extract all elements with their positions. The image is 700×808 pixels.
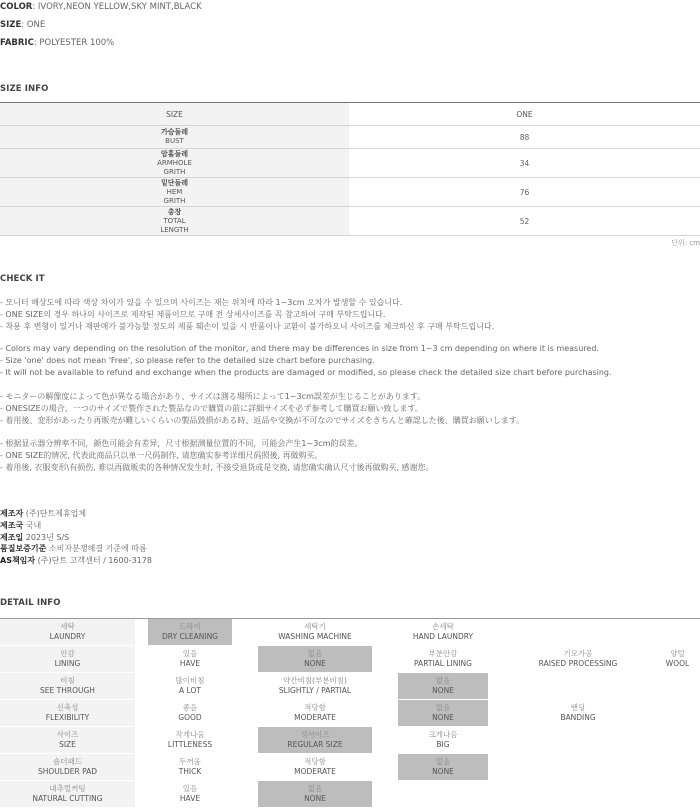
detail-row-label: 비침 SEE THROUGH	[0, 673, 135, 699]
size-row-value: 52	[519, 216, 530, 226]
size-label: SIZE	[0, 20, 22, 30]
size-row-value: 88	[519, 132, 530, 142]
notice-line: - ONESIZEの場合、一つのサイズで製作された製品なので購買の前に詳細サイズを必ず参考して購買お願い致します。	[0, 404, 423, 413]
detail-option: 손세탁 HAND LAUNDRY	[412, 622, 474, 641]
notice-line: - ONE SIZE의 경우 하나의 사이즈로 제작된 제품이므로 구매 전 상세사이즈를 꼭 참고하여 구매 부탁드립니다.	[0, 310, 386, 319]
detail-option-selected: 없음 NONE	[398, 700, 488, 726]
detail-option-selected: 없음 NONE	[398, 673, 488, 699]
detail-row	[0, 727, 700, 754]
color-value: : IVORY,NEON YELLOW,SKY MINT,BLACK	[32, 2, 202, 12]
size-table-header	[0, 103, 700, 126]
maker-line: 품질보증기준 소비자분쟁해결 기준에 따름	[0, 544, 147, 553]
size-header-value: ONE	[349, 103, 700, 125]
detail-option: 많이비침 A LOT	[175, 676, 205, 695]
check-it-title: CHECK IT	[0, 274, 45, 284]
detail-info-title: DETAIL INFO	[0, 598, 61, 608]
detail-option: 적당함 MODERATE	[294, 757, 336, 776]
notice-line: - 着用後、変形があったり再販売が難しいくらいの製品毀損がある時、返品や交換が不可なのでサイズをきちんと確認した後、購買お願いします。	[0, 416, 525, 425]
notice-line: - It will not be available to refund and exchange when the products are damaged or modified, so please check the detailed size chart before purchasing.	[0, 368, 612, 377]
detail-option: 양털 WOOL	[665, 649, 690, 668]
color-label: COLOR	[0, 2, 33, 12]
detail-option: 적당함 MODERATE	[294, 703, 336, 722]
size-row-label: 가슴둘레 BUST	[0, 126, 349, 148]
size-row-label: 총장 TOTAL LENGTH	[0, 207, 349, 235]
detail-row	[0, 700, 700, 727]
detail-row-label: 안감 LINING	[0, 646, 135, 672]
detail-option: 밴딩 BANDING	[560, 703, 596, 722]
size-header-col: SIZE	[0, 103, 349, 125]
notice-line: - ONE SIZE的情况, 代表此商品只以单一尺码制作, 请您确实参考详细尺码照後, 再做购买。	[0, 451, 323, 460]
detail-option: 두꺼움 THICK	[178, 757, 202, 776]
detail-row-label: 세탁 LAUNDRY	[0, 619, 135, 645]
size-spec	[0, 20, 45, 30]
detail-option-selected: 없음 NONE	[258, 781, 372, 807]
size-row-label: 밑단둘레 HEM GRITH	[0, 178, 349, 206]
table-row	[0, 126, 700, 149]
detail-option: 작게나옴 LITTLENESS	[167, 730, 213, 749]
detail-option: 약간비침(부분비침) SLIGHTLY / PARTIAL	[278, 676, 352, 695]
detail-table	[0, 618, 700, 808]
size-info-title: SIZE INFO	[0, 84, 49, 94]
fabric-value: : POLYESTER 100%	[33, 38, 115, 48]
fabric-label: FABRIC	[0, 38, 34, 48]
size-row-value: 34	[519, 158, 530, 168]
size-row-label: 암홀둘레 ARMHOLE GRITH	[0, 149, 349, 177]
detail-option: 좋음 GOOD	[178, 703, 202, 722]
notice-line: - 모니터 해상도에 따라 색상 차이가 있을 수 있으며 사이즈는 재는 위치에 따라 1~3cm 오차가 발생할 수 있습니다.	[0, 298, 403, 307]
maker-line: AS책임자 (주)단트 고객센터 / 1600-3178	[0, 556, 152, 565]
detail-option: 세탁기 WASHING MACHINE	[278, 622, 352, 641]
detail-option-selected: 정사이즈 REGULAR SIZE	[258, 727, 372, 753]
table-row	[0, 149, 700, 178]
size-value: : ONE	[21, 20, 46, 30]
notice-line: - 着用後, 衣服变形\有损伤, 难以再做贩卖的各种情况发生时, 不接受退货或是交换, 请您确实确认尺寸後再做购买, 感谢您。	[0, 463, 434, 472]
notice-line: - Colors may vary depending on the resolution of the monitor, and there may be differences in size from 1~3 cm depending on where it is measured.	[0, 344, 599, 353]
detail-option-selected: 없음 NONE	[258, 646, 372, 672]
fabric-spec	[0, 38, 114, 48]
detail-row	[0, 781, 700, 808]
color-spec	[0, 2, 202, 12]
notice-line: - Size 'one' does not mean 'Free', so please refer to the detailed size chart before purchasing.	[0, 356, 375, 365]
unit-note: 단위: cm	[671, 239, 700, 247]
detail-option: 있음 HAVE	[179, 784, 201, 803]
detail-option: 부분안감 PARTIAL LINING	[414, 649, 472, 668]
size-table	[0, 102, 700, 236]
table-row	[0, 207, 700, 236]
maker-line: 제조국 국내	[0, 521, 42, 530]
detail-row	[0, 673, 700, 700]
maker-line: 제조자 (주)단트제휴업체	[0, 509, 87, 518]
detail-option: 있음 HAVE	[179, 649, 201, 668]
size-row-value: 76	[519, 187, 530, 197]
maker-line: 제조일 2023년 S/S	[0, 533, 70, 542]
detail-option-selected: 없음 NONE	[398, 754, 488, 780]
detail-option-selected: 드라이 DRY CLEANING	[148, 619, 232, 645]
detail-row	[0, 646, 700, 673]
detail-row	[0, 619, 700, 646]
table-row	[0, 178, 700, 207]
notice-line: - 착용 후 변형이 있거나 재판매가 불가능할 정도의 제품 훼손이 있을 시 반품이나 교환이 불가하오니 사이즈를 체크하신 후 구매 부탁드립니다.	[0, 322, 495, 331]
detail-row-label: 숄더패드 SHOULDER PAD	[0, 754, 135, 780]
detail-option: 기모가공 RAISED PROCESSING	[538, 649, 618, 668]
detail-row-label: 사이즈 SIZE	[0, 727, 135, 753]
detail-row	[0, 754, 700, 781]
detail-option: 크게나옴 BIG	[428, 730, 458, 749]
notice-line: - 根据显示器分辨率不同，颜色可能会有差异，尺寸根据测量位置的不同，可能会产生1~3cm的误差。	[0, 439, 363, 448]
detail-row-label: 신축성 FLEXIBILITY	[0, 700, 135, 726]
notice-line: - モニターの解像度によって色が異なる場合があり、サイズは測る場所によって1~3cm誤差が生じることがあります。	[0, 392, 426, 401]
detail-row-label: 내추럴커팅 NATURAL CUTTING	[0, 781, 135, 807]
